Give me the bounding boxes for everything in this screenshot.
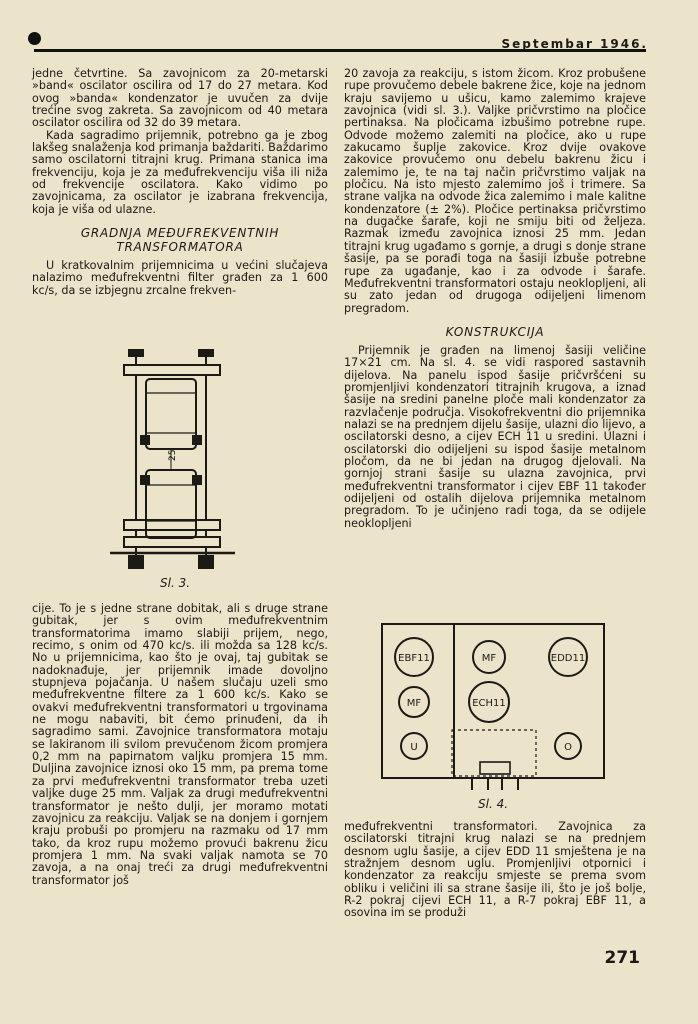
right-section-heading: KONSTRUKCIJA bbox=[445, 324, 545, 339]
figure-4-label-mf-2: MF bbox=[406, 698, 422, 709]
figure-4-label-ech11: ECH11 bbox=[472, 698, 506, 709]
left-paragraph-3: U kratkovalnim prijemnicima u većini slučajeva nalazimo međufrekventni filter građen za 1 600 kc/s, da se izbjegnu zrcalne frekven- bbox=[32, 259, 328, 297]
header-dot bbox=[28, 32, 41, 45]
left-column-top bbox=[32, 68, 328, 297]
page-number: 271 bbox=[604, 948, 640, 968]
figure-3-caption: Sl. 3. bbox=[160, 576, 191, 590]
figure-3-diagram bbox=[110, 345, 240, 575]
left-paragraph-4: cije. To je s jedne strane dobitak, ali s druge strane gubitak, jer s ovim međufrekventnim transformatorima imamo slabiji prijem, nego, recimo, s onim od 470 kc/s. ili možda sa 128 kc/s. No u prijemnicima, kao što je ovaj, taj gubitak se nadoknađuje, jer prijemnik imade dovoljno stupnjeva pojačanja. U našem slučaju uzeli smo međufrekventne filtere za 1 600 kc/s. Kako se ovakvi međufrekventni transformatori u trgovinama ne mogu nabaviti, bit ćemo prinuđeni, da ih sagradimo sami. Zavojnice transformatora motaju se lakiranom ili svilom prevučenom žicom promjera 0,2 mm na papirnatom valjku promjera 15 mm. Duljina zavojnice iznosi oko 15 mm, pa prema tome za prvi međufrekventni transformator treba uzeti valjke duge 25 mm. Valjak za drugi međufrekventni transformator je nešto dulji, jer moramo motati zavojnicu za reakciju. Valjak se na donjem i gornjem kraju probuši po promjeru na razmaku od 17 mm tako, da kroz rupu možemo provući bakrenu žicu promjera 1 mm. Na svaki valjak namota se 70 zavoja, a na onaj treći za drugi međufrekventni transformator još bbox=[32, 602, 328, 887]
right-paragraph-2: Prijemnik je građen na limenoj šasiji veličine 17×21 cm. Na sl. 4. se vidi raspored sastavnih dijelova. Na panelu ispod šasije pričvršćeni su promjenljivi kondenzatori titrajnih krugova, a iznad šasije na sredini panelne ploče mali kondenzator za razvlačenje područja. Visokofrekventni dio prijemnika nalazi se na prednjem dijelu šasije, ulazni dio lijevo, a oscilatorski desno, a cijev ECH 11 u sredini. Ulazni i oscilatorski dio odijeljeni su ispod šasije metalnom pločom, da ne bi jedan na drugog djelovali. Na gornjoj strani šasije su ulazna zavojnica, prvi međufrekventni transformator i cijev EBF 11 također odijeljeni od ostalih dijelova prijemnika metalnom pregradom. To je učinjeno radi toga, da se odijele neoklopljeni bbox=[344, 343, 646, 530]
right-paragraph-3: međufrekventni transformatori. Zavojnica za oscilatorski titrajni krug nalazi se na prednjem desnom uglu šasije, a cijev EDD 11 smještena je na stražnjem desnom uglu. Promjenljivi otpornici i kondenzator za reakciju smjeste se prema svom obliku i veličini ili sa strane šasije ili, što je još bolje, R-2 pokraj cijevi ECH 11, a R-7 pokraj EBF 11, a osovina im se produži bbox=[344, 820, 646, 920]
right-column-top bbox=[344, 68, 646, 530]
figure-4-diagram bbox=[380, 622, 606, 794]
left-section-heading: GRADNJA MEĐUFREKVENTNIH TRANSFORMATORA bbox=[80, 226, 280, 255]
figure-4-label-mf-1: MF bbox=[481, 653, 497, 664]
header-date: Septembar 1946. bbox=[501, 37, 648, 51]
figure-4-label-o: O bbox=[564, 742, 572, 753]
left-paragraph-2: Kada sagradimo prijemnik, potrebno ga je zbog lakšeg snalaženja kod primanja baždariti. Baždarimo samo oscilatorni titrajni krug. Primana stanica ima frekvenciju, koja je za međufrekvenciju viša ili niža od frekvencije oscilatora. Kako vidimo po zavojnicama, za oscilator je izabrana frekvencija, koja je viša od ulazne. bbox=[32, 128, 328, 216]
figure-4-label-ebf11: EBF11 bbox=[398, 653, 430, 664]
right-column-bottom bbox=[344, 821, 646, 920]
figure-3-dimension: 25 bbox=[168, 449, 178, 461]
figure-4-caption: Sl. 4. bbox=[478, 797, 509, 811]
right-paragraph-1: 20 zavoja za reakciju, s istom žicom. Kroz probušene rupe provučemo debele bakrene žice, koje na jednom kraju savijemo u ušicu, kamo zalemimo krajeve zavojnica (vidi sl. 3.). Valjke pričvrstimo na pločice pertinaksa. Na pločicama izbušimo potrebne rupe. Odvode možemo zalemiti na pločice, ako u rupe zakucamo šuplje zakovice. Kroz dvije ovakove zakovice provučemo onu debelu bakrenu žicu i zalemimo je, te na taj način pričvrstimo valjak na pločicu. Na isto mjesto zalemimo još i trimere. Sa strane valjka na odvode žica zalemimo i male kalitne kondenzatore (± 2%). Pločice pertinaksa pričvrstimo na dugačke šarafe, koji ne smiju biti od željeza. Razmak između zavojnica iznosi 25 mm. Jedan titrajni krug ugađamo s gornje, a drugi s donje strane šasije, pa se porađi toga na šasiji izbuše potrebne rupe za ugađanje, kao i za odvode i šarafe. Međufrekventni transformatori ostaju neoklopljeni, ali su zato jedan od drugoga odijeljeni limenom pregradom. bbox=[344, 67, 646, 315]
left-column-bottom bbox=[32, 603, 328, 887]
figure-4-label-u: U bbox=[410, 742, 418, 753]
left-paragraph-1: jedne četvrtine. Sa zavojnicom za 20-metarski »band« oscilator oscilira od 17 do 27 metara. Kod ovog »banda« kondenzator je uvučen za dvije trećine svog zakreta. Sa zavojnicom od 40 metara oscilator oscilira od 32 do 39 metara. bbox=[32, 67, 328, 130]
figure-4-label-edd11: EDD11 bbox=[550, 653, 586, 664]
